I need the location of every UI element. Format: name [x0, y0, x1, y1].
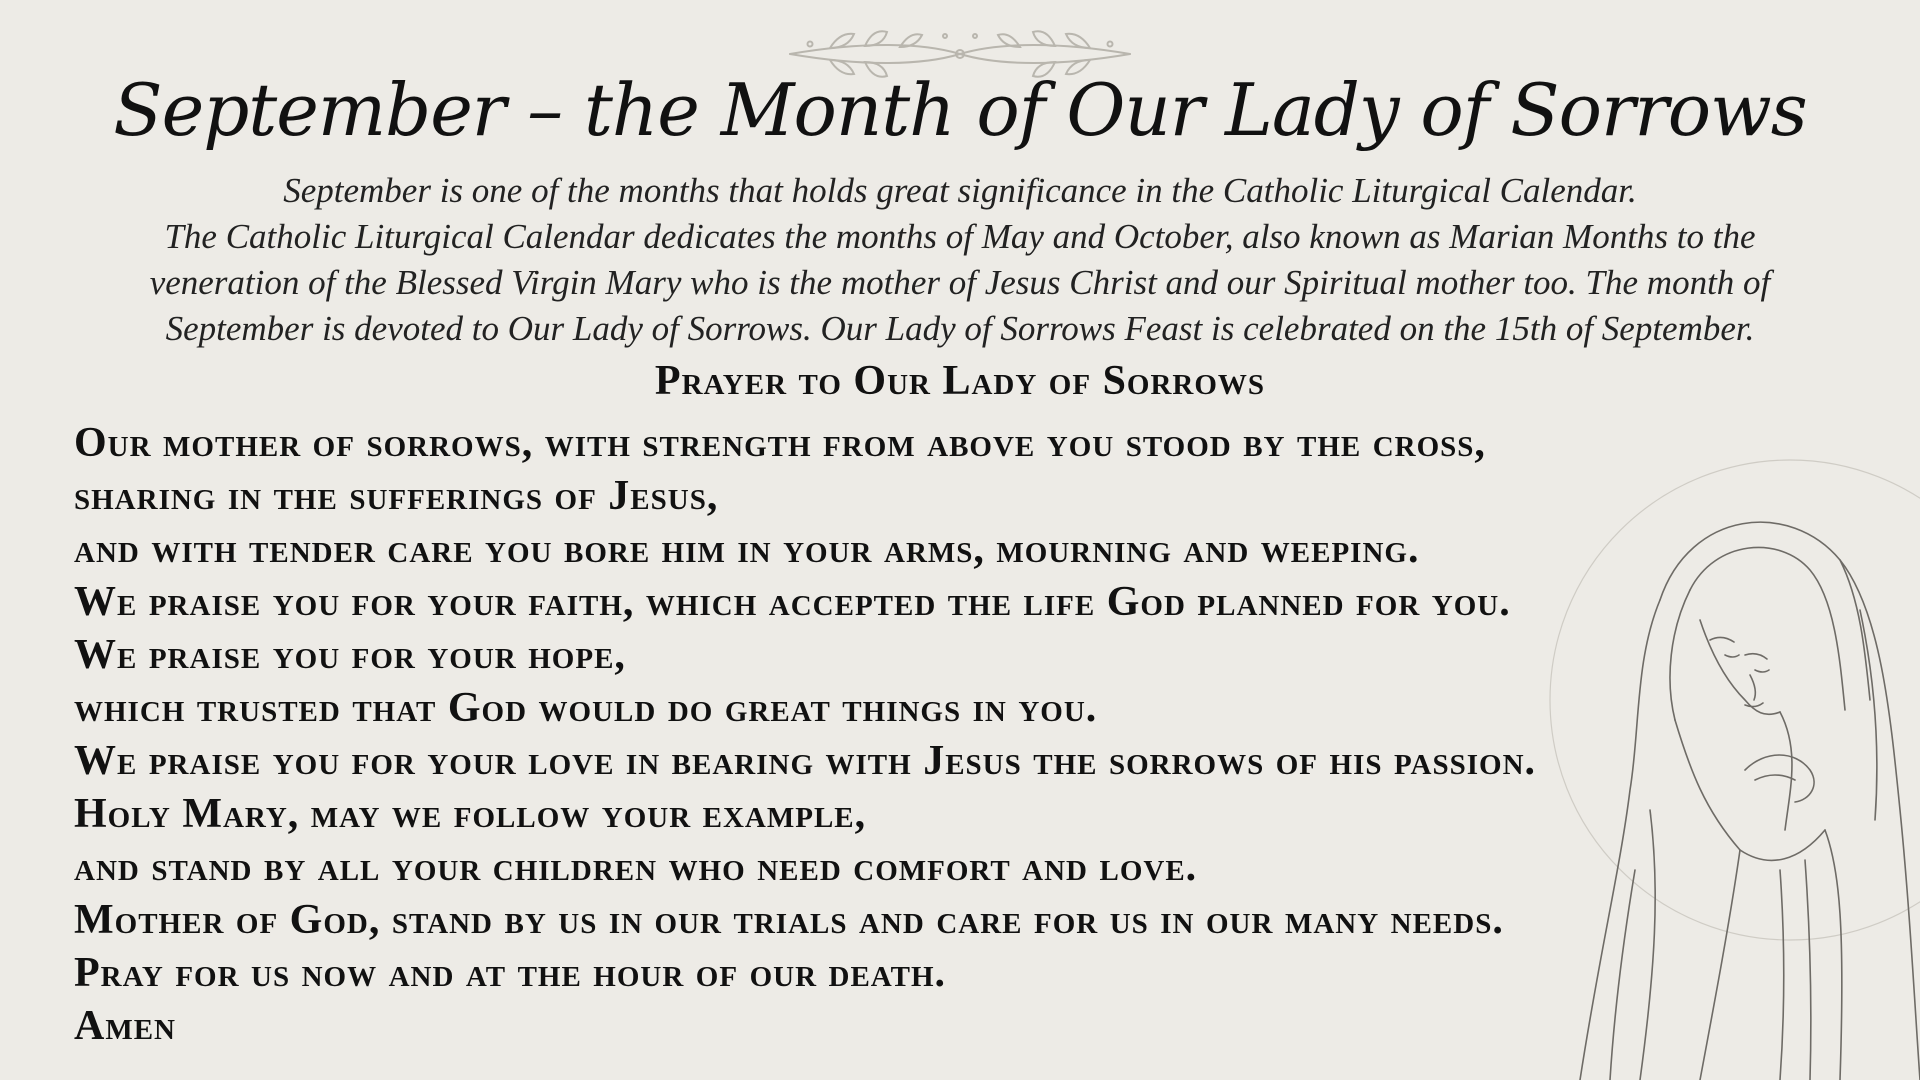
- prayer-line: which trusted that God would do great things in you.: [74, 685, 1098, 731]
- prayer-line: We praise you for your hope,: [74, 632, 626, 678]
- prayer-line: We praise you for your love in bearing with Jesus the sorrows of his passion.: [74, 738, 1537, 784]
- prayer-line: and with tender care you bore him in your arms, mourning and weeping.: [74, 526, 1420, 572]
- prayer-line: Our mother of sorrows, with strength from above you stood by the cross,: [74, 420, 1486, 466]
- prayer-line: sharing in the sufferings of Jesus,: [74, 473, 719, 519]
- prayer-line: Holy Mary, may we follow your example,: [74, 791, 867, 837]
- prayer-line: Amen: [74, 1003, 176, 1049]
- prayer-heading: Prayer to Our Lady of Sorrows: [654, 358, 1266, 404]
- prayer-line: We praise you for your faith, which accepted the life God planned for you.: [74, 579, 1511, 625]
- intro-line: September is devoted to Our Lady of Sorrows. Our Lady of Sorrows Feast is celebrated on the 15th of September.: [165, 309, 1755, 348]
- page-title: September – the Month of Our Lady of Sorrows: [113, 68, 1807, 152]
- intro-line: September is one of the months that holds great significance in the Catholic Liturgical Calendar.: [283, 171, 1637, 210]
- prayer-line: and stand by all your children who need comfort and love.: [74, 844, 1198, 890]
- intro-paragraph: [90, 168, 1830, 352]
- prayer-line: Mother of God, stand by us in our trials and care for us in our many needs.: [74, 897, 1504, 943]
- intro-line: veneration of the Blessed Virgin Mary who is the mother of Jesus Christ and our Spiritual mother too. The month of: [149, 263, 1771, 302]
- prayer-line: Pray for us now and at the hour of our death.: [74, 950, 947, 996]
- prayer-text: [74, 417, 1714, 1053]
- intro-line: The Catholic Liturgical Calendar dedicates the months of May and October, also known as Marian Months to the: [164, 217, 1756, 256]
